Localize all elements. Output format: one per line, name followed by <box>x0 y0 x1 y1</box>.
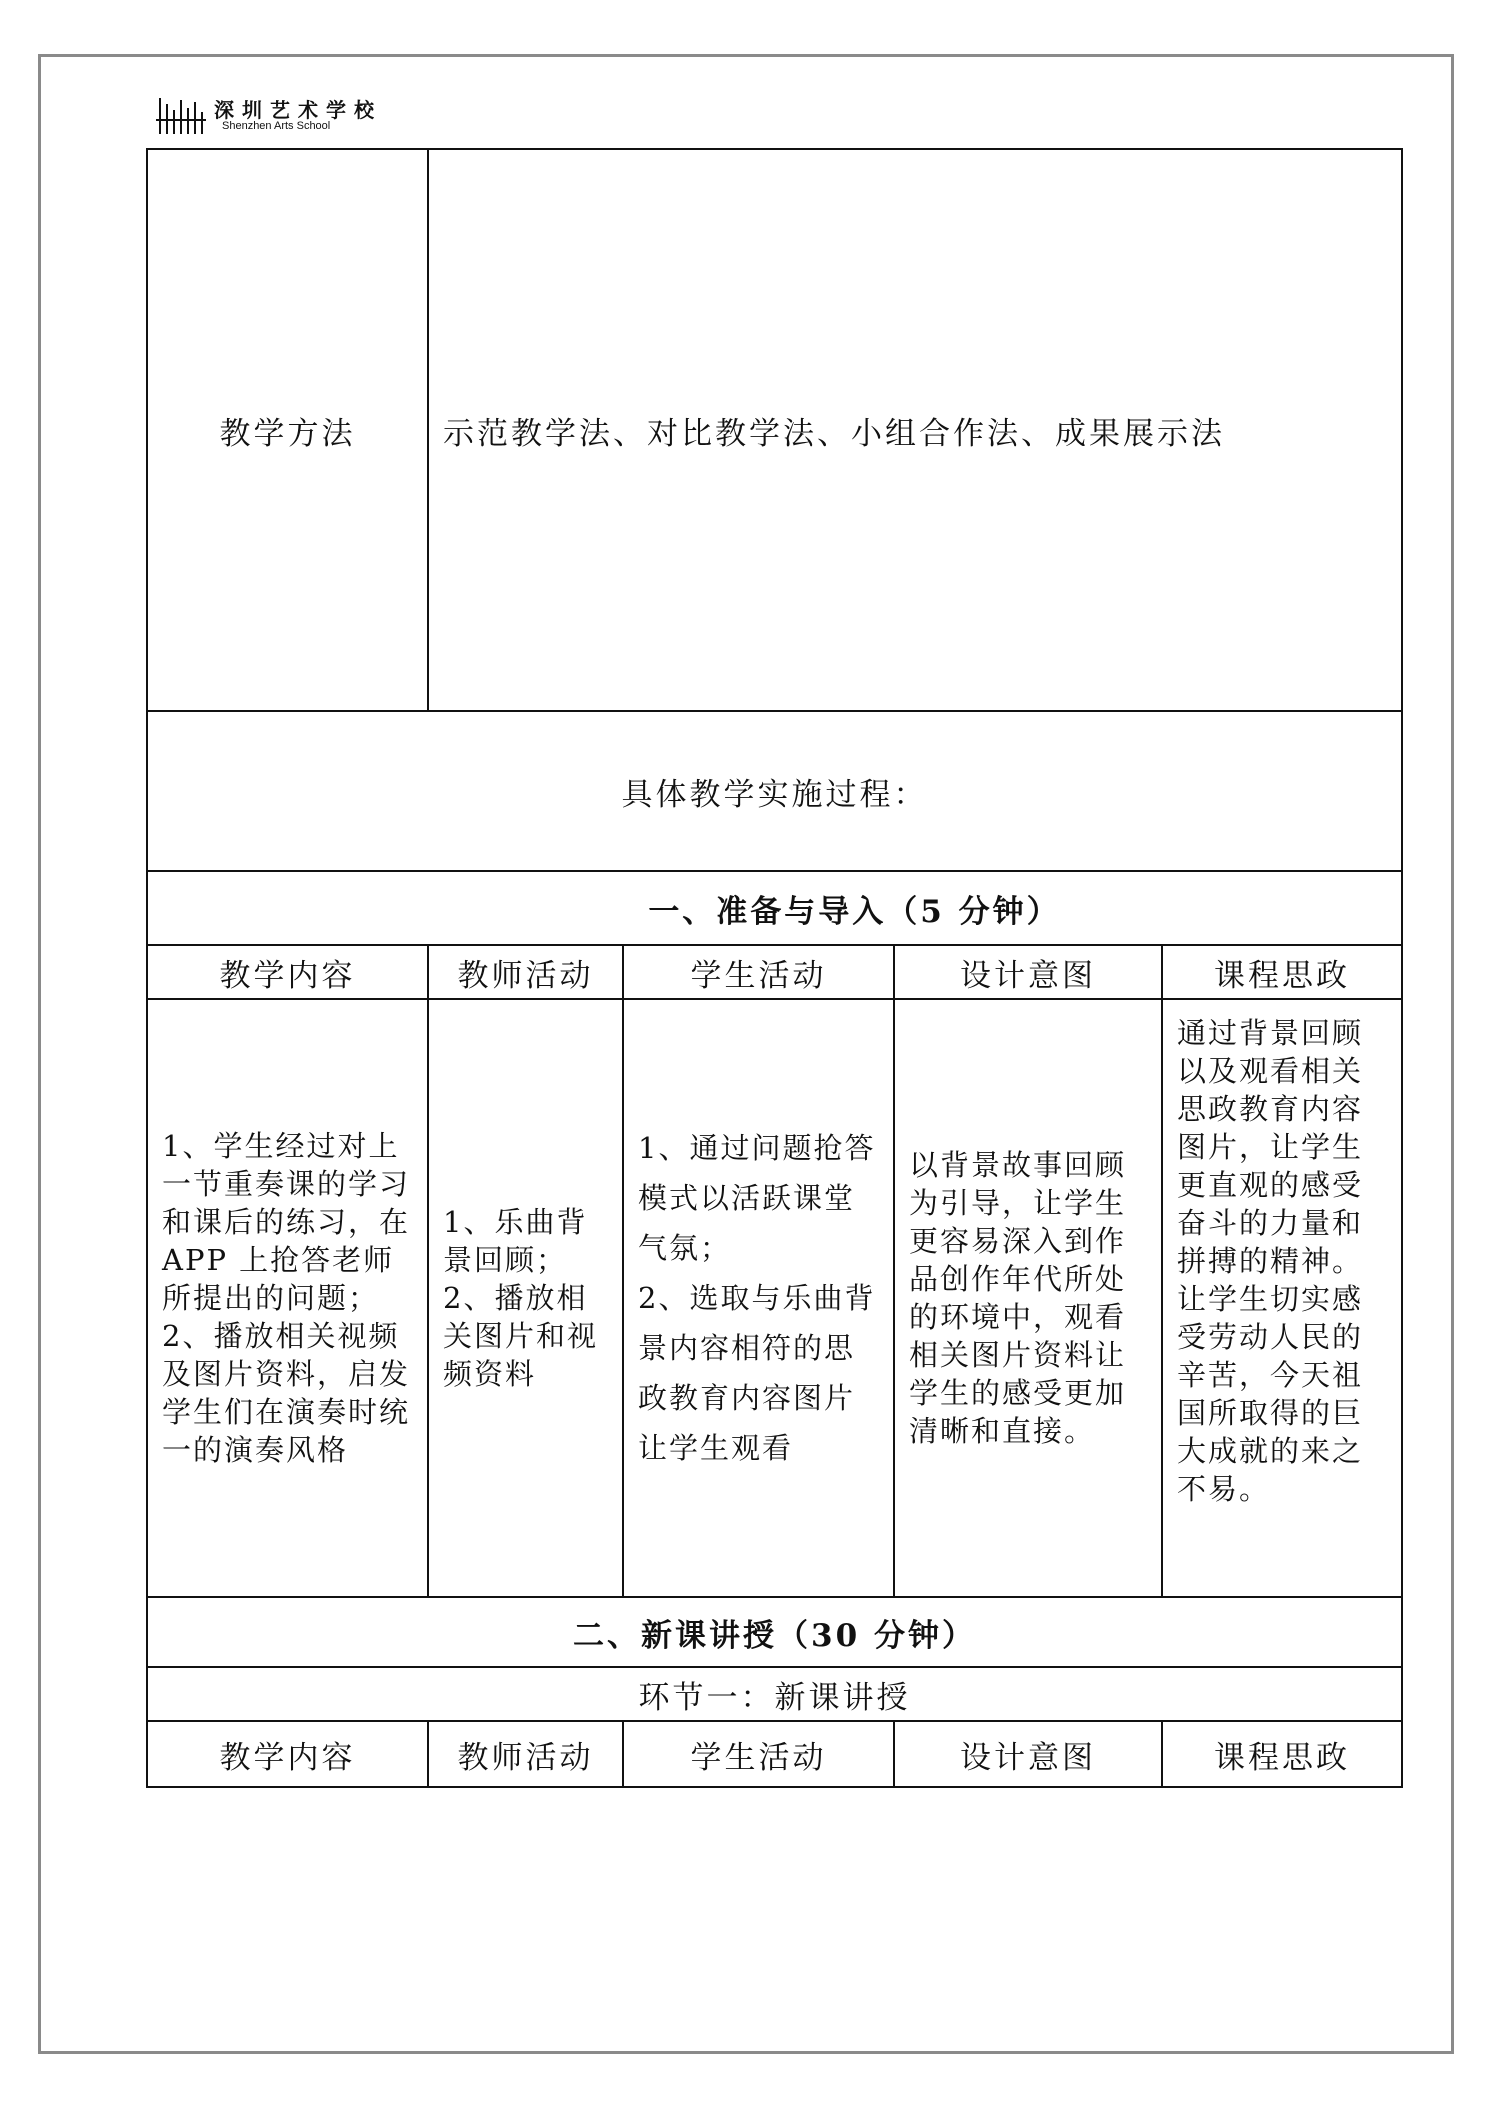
section2-title-cell <box>146 1596 1403 1668</box>
section1-student-cell <box>622 998 895 1598</box>
section2-title: 二、新课讲授（30 分钟） <box>573 1617 976 1654</box>
school-name-cn: 深圳艺术学校 <box>214 98 382 122</box>
section1-header-ideology <box>1161 944 1403 1000</box>
section1-intent-text: 以背景故事回顾为引导，让学生更容易深入到作品创作年代所处的环境中，观看相关图片资料让学生的感受更加清晰和直接。 <box>909 1148 1127 1448</box>
section1-ideology-text: 通过背景回顾以及观看相关思政教育内容图片，让学生更直观的感受奋斗的力量和拼搏的精神。让学生切实感受劳动人民的辛苦，今天祖国所取得的巨大成就的来之不易。 <box>1177 1016 1364 1506</box>
section1-header-teacher <box>427 944 624 1000</box>
section1-teacher-cell <box>427 998 624 1598</box>
method-label-cell <box>146 148 429 712</box>
section1-header-intent <box>893 944 1163 1000</box>
section2-subtitle: 环节一：新课讲授 <box>638 1679 911 1716</box>
header-label: 教学内容 <box>219 1739 356 1776</box>
section2-subtitle-cell <box>146 1666 1403 1722</box>
header-label: 设计意图 <box>960 957 1096 994</box>
section1-ideology-cell <box>1161 998 1403 1598</box>
header-label: 课程思政 <box>1214 957 1350 994</box>
header-label: 学生活动 <box>690 1739 827 1776</box>
header-label: 教师活动 <box>457 957 594 994</box>
section1-intent-cell <box>893 998 1163 1598</box>
section1-title-cell <box>146 870 1403 946</box>
section1-header-content <box>146 944 429 1000</box>
header-label: 课程思政 <box>1214 1739 1350 1776</box>
section2-header-student <box>622 1720 895 1788</box>
section1-title: 一、准备与导入（5 分钟） <box>648 893 1061 930</box>
section2-header-content <box>146 1720 429 1788</box>
section2-header-intent <box>893 1720 1163 1788</box>
school-name-en: Shenzhen Arts School <box>222 120 331 132</box>
section2-header-teacher <box>427 1720 624 1788</box>
section1-student-text: 1、通过问题抢答模式以活跃课堂气氛； 2、选取与乐曲背景内容相符的思政教育内容图片让学生观看 <box>638 1131 876 1465</box>
header-label: 教师活动 <box>457 1739 594 1776</box>
section2-header-ideology <box>1161 1720 1403 1788</box>
section1-content-cell <box>146 998 429 1598</box>
method-value-cell <box>427 148 1403 712</box>
section1-content-text: 1、学生经过对上一节重奏课的学习和课后的练习，在 APP 上抢答老师所提出的问题； 2、播放相关视频及图片资料，启发学生们在演奏时统一的演奏风格 <box>162 1129 411 1467</box>
section1-teacher-text: 1、乐曲背景回顾； 2、播放相关图片和视频资料 <box>443 1205 599 1391</box>
process-title-cell <box>146 710 1403 872</box>
method-value: 示范教学法、对比教学法、小组合作法、成果展示法 <box>443 415 1225 452</box>
section1-header-student <box>622 944 895 1000</box>
process-title: 具体教学实施过程： <box>621 776 928 813</box>
header-label: 教学内容 <box>219 957 356 994</box>
method-label: 教学方法 <box>219 415 356 452</box>
header-label: 学生活动 <box>690 957 827 994</box>
header-label: 设计意图 <box>960 1739 1096 1776</box>
school-logo-icon <box>156 96 206 136</box>
